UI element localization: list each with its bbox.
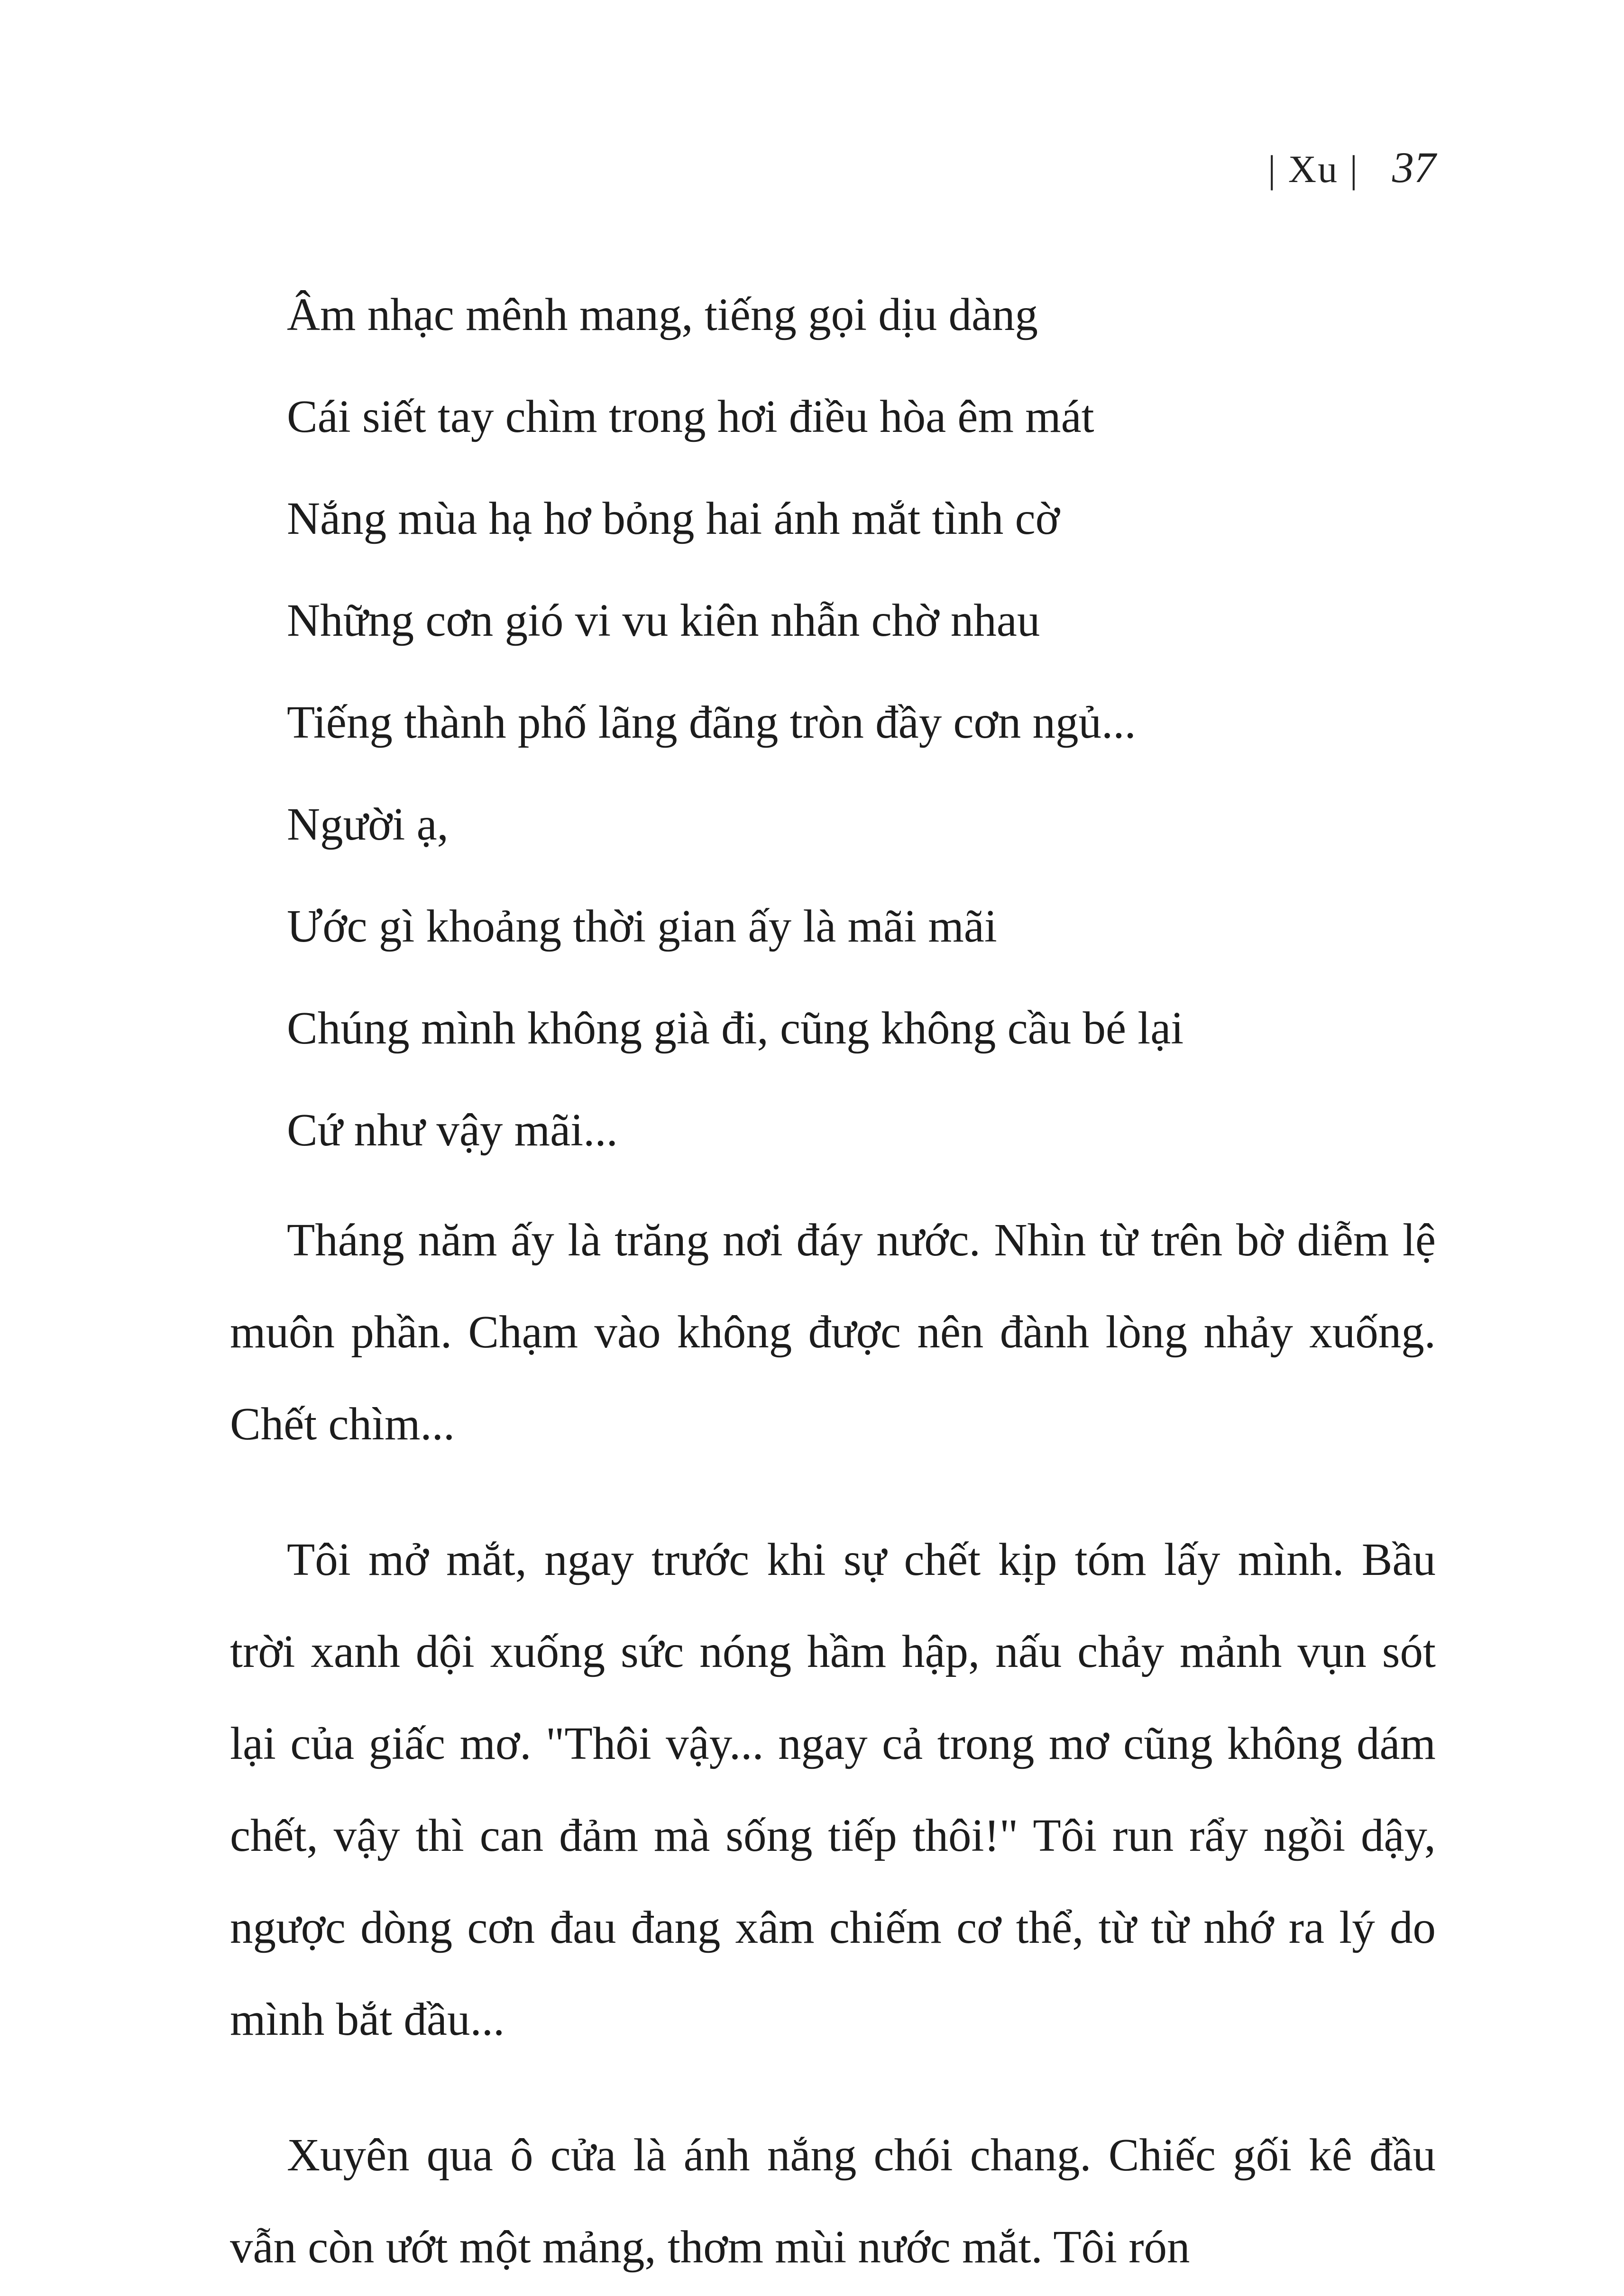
prose-block xyxy=(230,1194,1436,2293)
poem-line: Âm nhạc mênh mang, tiếng gọi dịu dàng xyxy=(287,289,1038,340)
poem-line: Chúng mình không già đi, cũng không cầu bé lại xyxy=(287,1003,1184,1053)
poem-line: Ước gì khoảng thời gian ấy là mãi mãi xyxy=(287,901,997,951)
poem-line: Nắng mùa hạ hơ bỏng hai ánh mắt tình cờ xyxy=(287,493,1060,544)
poem-line: Cứ như vậy mãi... xyxy=(287,1105,618,1155)
running-title: | Xu | xyxy=(1267,147,1359,191)
paragraph: Tôi mở mắt, ngay trước khi sự chết kịp tóm lấy mình. Bầu trời xanh dội xuống sức nóng hầm hập, nấu chảy mảnh vụn sót lại của giấc mơ. "Thôi vậy... ngay cả trong mơ cũng không dám chết, vậy thì can đảm mà sống tiếp thôi!" Tôi run rẩy ngồi dậy, ngược dòng cơn đau đang xâm chiếm cơ thể, từ từ nhớ ra lý do mình bắt đầu... xyxy=(230,1534,1436,2045)
poem-line: Người ạ, xyxy=(287,799,449,850)
poem-line: Tiếng thành phố lãng đãng tròn đầy cơn ngủ... xyxy=(287,697,1136,748)
poem-line: Cái siết tay chìm trong hơi điều hòa êm mát xyxy=(287,391,1094,442)
paragraph: Tháng năm ấy là trăng nơi đáy nước. Nhìn từ trên bờ diễm lệ muôn phần. Chạm vào không được nên đành lòng nhảy xuống. Chết chìm... xyxy=(230,1215,1436,1449)
poem-line: Những cơn gió vi vu kiên nhẫn chờ nhau xyxy=(287,595,1040,646)
paragraph: Xuyên qua ô cửa là ánh nắng chói chang. Chiếc gối kê đầu vẫn còn ướt một mảng, thơm mùi nước mắt. Tôi rón xyxy=(230,2130,1436,2272)
page-header xyxy=(230,142,1436,192)
poem-block xyxy=(230,264,1436,1181)
page-number: 37 xyxy=(1392,143,1436,192)
